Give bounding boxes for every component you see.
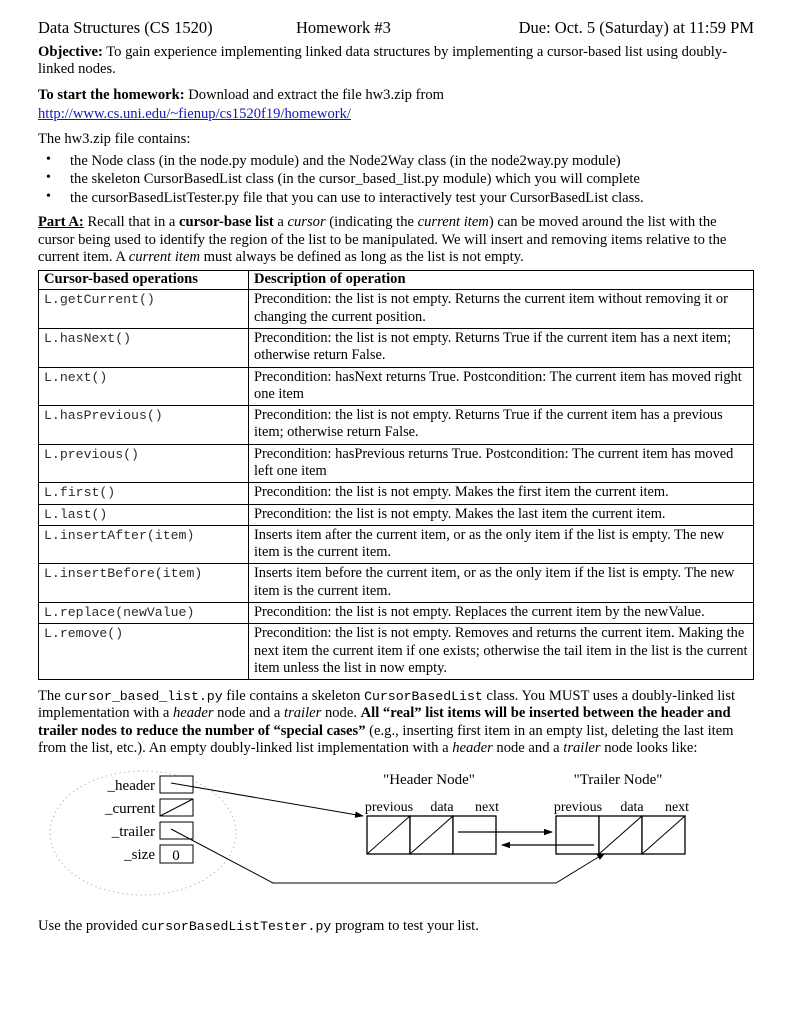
table-row	[39, 504, 754, 525]
header-node-previous-label: previous	[364, 799, 414, 815]
trailer-node-previous-cell	[556, 816, 599, 854]
list-item	[38, 170, 754, 189]
trailer-field-box	[160, 822, 193, 839]
part-a-text-2: a	[273, 214, 288, 231]
skeleton-paragraph	[38, 688, 754, 757]
part-a-italic-current-item: current item	[417, 214, 489, 231]
skeleton-italic-header-2: header	[452, 740, 493, 757]
operation-name: L.hasNext()	[39, 329, 249, 368]
operation-name: L.insertBefore(item)	[39, 564, 249, 603]
list-item	[38, 152, 754, 171]
homework-url-link[interactable]: http://www.cs.uni.edu/~fienup/cs1520f19/homework/	[38, 106, 351, 123]
course-title: Data Structures (CS 1520)	[38, 18, 213, 37]
start-paragraph	[38, 87, 754, 104]
operation-name: L.first()	[39, 483, 249, 504]
skeleton-text-7: node and a	[492, 740, 564, 757]
due-date: Due: Oct. 5 (Saturday) at 11:59 PM	[518, 18, 754, 37]
assignment-title: Homework #3	[296, 18, 391, 37]
operation-description: Inserts item before the current item, or as the only item if the list is empty. The new item is the current item.	[249, 564, 754, 603]
bullet-icon: •	[46, 188, 51, 204]
skeleton-text-3: class. You MUST uses a doubly-linked list implementation with a	[38, 688, 736, 722]
size-field-label: _size	[124, 846, 155, 863]
table-row	[39, 624, 754, 680]
zip-contains-intro: The hw3.zip file contains:	[38, 131, 191, 148]
part-a-bold-term: cursor-base list	[179, 214, 274, 231]
document-header	[38, 18, 754, 38]
operation-name: L.previous()	[39, 444, 249, 483]
column-header-operations: Cursor-based operations	[39, 271, 249, 290]
start-label: To start the homework:	[38, 86, 185, 103]
operation-description: Precondition: the list is not empty. Replaces the current item by the newValue.	[249, 602, 754, 623]
homework-url-line	[38, 106, 754, 123]
part-a-paragraph	[38, 214, 754, 266]
table-row	[39, 564, 754, 603]
header-field-box	[160, 776, 193, 793]
operation-description: Precondition: the list is not empty. Returns the current item without removing it or changing the current position.	[249, 290, 754, 329]
current-field-label: _current	[105, 800, 155, 817]
zip-contents-list	[38, 152, 754, 208]
footer-code-tester: cursorBasedListTester.py	[141, 918, 332, 934]
skeleton-code-class: CursorBasedList	[364, 689, 483, 705]
operation-name: L.hasPrevious()	[39, 406, 249, 445]
skeleton-text-5: node.	[321, 705, 361, 722]
part-a-text-1: Recall that in a	[83, 214, 180, 231]
table-row	[39, 602, 754, 623]
operation-description: Precondition: the list is not empty. Makes the first item the current item.	[249, 483, 754, 504]
part-a-text-4: ) can be moved around the list with the cursor being used to identify the region of the list to be manipulated. We will insert and removing items relative to the current item. A	[38, 214, 727, 266]
objective-text: To gain experience implementing linked data structures by implementing a cursor-based list using doubly-linked nodes.	[38, 44, 728, 78]
skeleton-italic-trailer-2: trailer	[563, 740, 601, 757]
trailer-node-data-label: data	[620, 799, 644, 815]
table-row	[39, 406, 754, 445]
skeleton-italic-header: header	[172, 705, 214, 722]
part-a-italic-current-item-2: current item	[128, 249, 200, 266]
start-text: Download and extract the file hw3.zip from	[184, 86, 444, 103]
skeleton-bold-emphasis: All “real” list items will be inserted between the header and trailer nodes to reduce the number of “special cases”	[38, 705, 731, 739]
skeleton-text-6: (e.g., inserting first item in an empty list, deleting the last item from the list, etc.). An empty doubly-linked list implementation with a	[38, 722, 734, 757]
header-pointer-line	[171, 783, 363, 816]
column-header-description: Description of operation	[249, 271, 754, 290]
bullet-icon: •	[46, 170, 51, 186]
skeleton-text-4: node and a	[213, 705, 285, 722]
part-a-text-3: (indicating the	[325, 214, 418, 231]
size-field-value: 0	[172, 847, 180, 864]
footer-paragraph	[38, 918, 754, 935]
document-content	[38, 18, 754, 943]
operation-description: Precondition: hasPrevious returns True. Postcondition: The current item has moved left one item	[249, 444, 754, 483]
operation-name: L.insertAfter(item)	[39, 525, 249, 564]
list-item-label: the cursorBasedListTester.py file that you can use to interactively test your CursorBasedList class.	[70, 189, 644, 206]
objective-label: Objective:	[38, 44, 103, 60]
operation-description: Precondition: the list is not empty. Makes the last item the current item.	[249, 504, 754, 525]
operations-table	[38, 270, 754, 680]
operation-name: L.getCurrent()	[39, 290, 249, 329]
table-row	[39, 290, 754, 329]
footer-text-2: program to test your list.	[331, 917, 479, 934]
table-row	[39, 329, 754, 368]
operation-name: L.next()	[39, 367, 249, 406]
trailer-node-title: "Trailer Node"	[573, 771, 663, 788]
operation-name: L.remove()	[39, 624, 249, 680]
table-header-row	[39, 271, 754, 290]
skeleton-text-1: The	[38, 688, 65, 705]
operation-description: Precondition: hasNext returns True. Postcondition: The current item has moved right one item	[249, 367, 754, 406]
header-node-next-label: next	[474, 799, 500, 815]
table-row	[39, 525, 754, 564]
header-node-title: "Header Node"	[383, 771, 475, 788]
footer-text-1: Use the provided	[38, 917, 142, 934]
operation-description: Precondition: the list is not empty. Returns True if the current item has a previous item; otherwise return False.	[249, 406, 754, 445]
operation-description: Precondition: the list is not empty. Returns True if the current item has a next item; otherwise return False.	[249, 329, 754, 368]
list-item-label: the Node class (in the node.py module) and the Node2Way class (in the node2way.py module)	[70, 152, 621, 169]
header-field-label: _header	[107, 777, 155, 794]
trailer-node-previous-label: previous	[553, 799, 603, 815]
table-row	[39, 483, 754, 504]
bullet-icon: •	[46, 151, 51, 167]
operation-name: L.last()	[39, 504, 249, 525]
trailer-node-next-label: next	[664, 799, 690, 815]
list-item	[38, 189, 754, 208]
objective-paragraph	[38, 44, 754, 79]
table-row	[39, 444, 754, 483]
part-a-italic-cursor: cursor	[287, 214, 326, 231]
list-item-label: the skeleton CursorBasedList class (in the cursor_based_list.py module) which you will complete	[70, 171, 640, 188]
part-a-label: Part A:	[38, 214, 84, 231]
skeleton-code-module: cursor_based_list.py	[64, 689, 223, 705]
skeleton-text-2: file contains a skeleton	[222, 688, 365, 705]
operation-description: Inserts item after the current item, or as the only item if the list is empty. The new item is the current item.	[249, 525, 754, 564]
part-a-text-5: must always be defined as long as the list is not empty.	[200, 249, 524, 266]
table-row	[39, 367, 754, 406]
linked-list-diagram	[38, 768, 754, 918]
operation-description: Precondition: the list is not empty. Removes and returns the current item. Making the next item the current item if one exists; otherwise the tail item in the list is the current item unless the list in now empty.	[249, 624, 754, 680]
trailer-field-label: _trailer	[111, 823, 155, 840]
header-node-next-cell	[453, 816, 496, 854]
skeleton-text-8: node looks like:	[600, 740, 698, 757]
header-node-data-label: data	[430, 799, 454, 815]
skeleton-italic-trailer: trailer	[284, 705, 322, 722]
operation-name: L.replace(newValue)	[39, 602, 249, 623]
